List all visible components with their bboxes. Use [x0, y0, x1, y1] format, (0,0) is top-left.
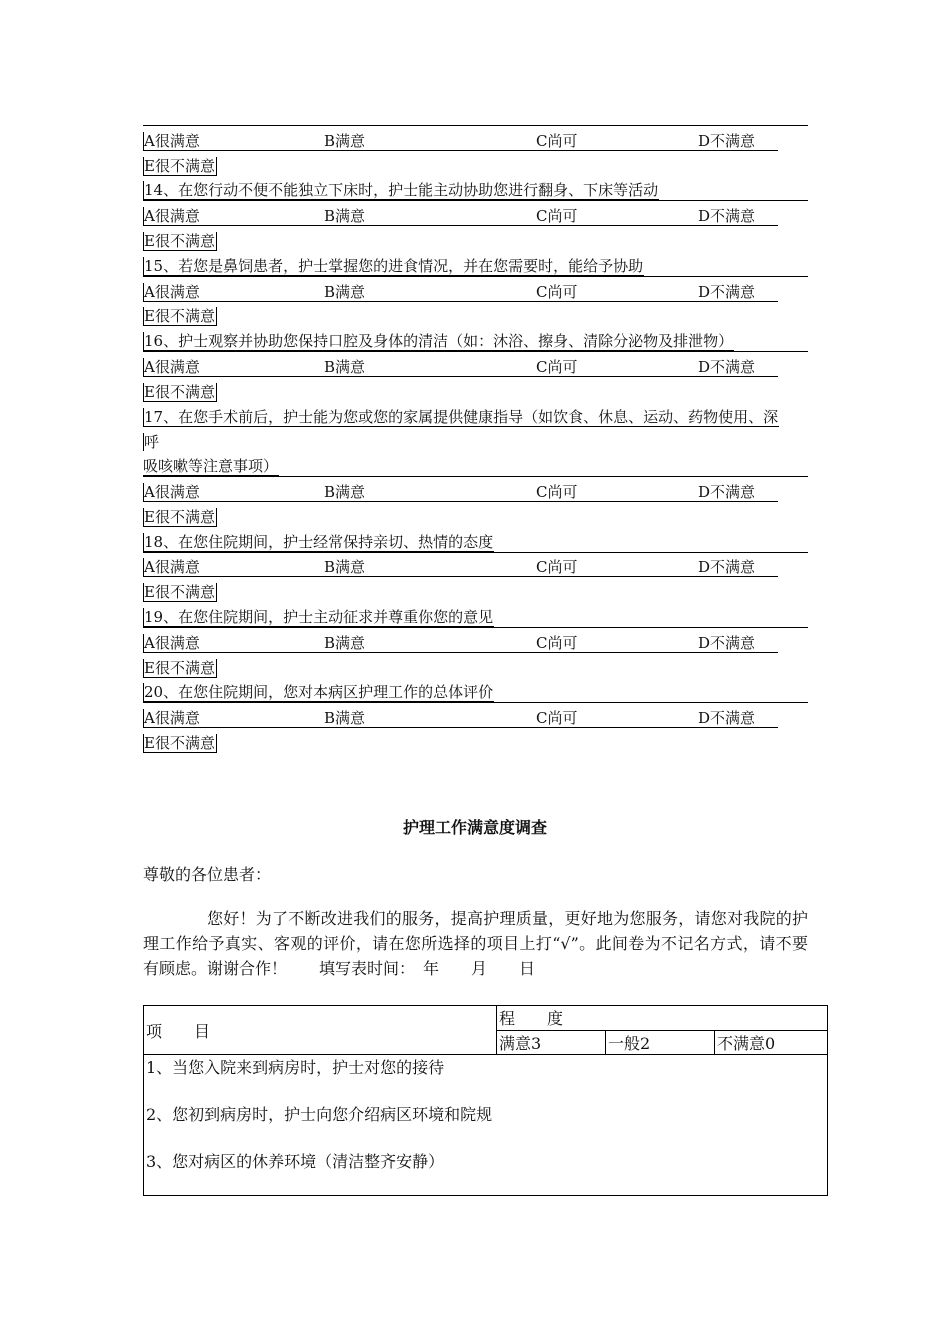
option-a[interactable]: A很满意 — [143, 283, 324, 302]
option-a[interactable]: A很满意 — [143, 483, 324, 502]
option-d[interactable]: D不满意 — [698, 358, 778, 377]
level-dissatisfied: 不满意0 — [715, 1031, 828, 1055]
option-c[interactable]: C尚可 — [536, 283, 698, 302]
level-average: 一般2 — [606, 1031, 715, 1055]
option-c[interactable]: C尚可 — [536, 558, 698, 577]
level-satisfied: 满意3 — [497, 1031, 606, 1055]
option-b[interactable]: B满意 — [324, 709, 536, 728]
question-17-line-2 — [143, 427, 808, 452]
option-d[interactable]: D不满意 — [698, 709, 778, 728]
option-c[interactable]: C尚可 — [536, 358, 698, 377]
option-e-line — [143, 577, 808, 602]
option-b[interactable]: B满意 — [324, 283, 536, 302]
option-e[interactable]: E很不满意 — [144, 231, 215, 250]
question-text: 14、在您行动不便不能独立下床时，护士能主动协助您进行翻身、下床等活动 — [144, 181, 659, 200]
option-e-line — [143, 502, 808, 527]
option-row — [143, 276, 808, 302]
survey-title: 护理工作满意度调查 — [402, 818, 547, 837]
option-b[interactable]: B满意 — [324, 634, 536, 653]
option-b[interactable]: B满意 — [324, 483, 536, 502]
table-row: 1、当您入院来到病房时，护士对您的接待 — [146, 1058, 445, 1077]
option-a[interactable]: A很满意 — [143, 634, 324, 653]
option-row — [143, 351, 808, 377]
option-e-line — [143, 226, 808, 251]
option-b[interactable]: B满意 — [324, 558, 536, 577]
greeting: 尊敬的各位患者： — [143, 865, 272, 884]
question-20 — [143, 678, 808, 703]
question-15 — [143, 251, 808, 276]
option-e[interactable]: E很不满意 — [144, 733, 215, 752]
option-row — [143, 552, 808, 578]
option-b[interactable]: B满意 — [324, 132, 536, 151]
option-a[interactable]: A很满意 — [143, 132, 324, 151]
question-text: 20、在您住院期间，您对本病区护理工作的总体评价 — [144, 683, 494, 702]
question-text: 15、若您是鼻饲患者，护士掌握您的进食情况，并在您需要时，能给予协助 — [144, 256, 644, 275]
option-row — [143, 627, 808, 653]
question-14 — [143, 176, 808, 201]
question-text: 呼 — [144, 433, 160, 452]
option-b[interactable]: B满意 — [324, 358, 536, 377]
question-text: 19、在您住院期间，护士主动征求并尊重你您的意见 — [144, 607, 494, 626]
degree-header: 程 度 — [497, 1006, 828, 1031]
option-row — [143, 476, 808, 502]
option-e[interactable]: E很不满意 — [144, 507, 215, 526]
option-d[interactable]: D不满意 — [698, 634, 778, 653]
option-d[interactable]: D不满意 — [698, 132, 778, 151]
table-row: 2、您初到病房时，护士向您介绍病区环境和院规 — [146, 1105, 493, 1124]
option-d[interactable]: D不满意 — [698, 558, 778, 577]
question-16 — [143, 326, 808, 351]
question-17-line-1 — [143, 402, 808, 427]
items-cell — [144, 1055, 828, 1196]
table-row: 3、您对病区的休养环境（清洁整齐安静） — [146, 1152, 445, 1171]
question-text: 18、在您住院期间，护士经常保持亲切、热情的态度 — [144, 532, 494, 551]
question-18 — [143, 527, 808, 552]
option-a[interactable]: A很满意 — [143, 358, 324, 377]
option-b[interactable]: B满意 — [324, 207, 536, 226]
option-a[interactable]: A很满意 — [143, 709, 324, 728]
option-c[interactable]: C尚可 — [536, 132, 698, 151]
option-a[interactable]: A很满意 — [143, 207, 324, 226]
intro-paragraph: 您好！为了不断改进我们的服务，提高护理质量，更好地为您服务，请您对我院的护理工作给予真实、客观的评价，请在您所选择的项目上打“√”。此间卷为不记名方式，请不要有顾虑。谢谢合作！ 填写表时间： 年 月 日 — [143, 909, 808, 978]
option-e-line — [143, 728, 808, 753]
option-d[interactable]: D不满意 — [698, 483, 778, 502]
option-row — [143, 125, 808, 151]
option-e-line — [143, 653, 808, 678]
option-d[interactable]: D不满意 — [698, 207, 778, 226]
option-c[interactable]: C尚可 — [536, 634, 698, 653]
option-e-line — [143, 151, 808, 176]
option-c[interactable]: C尚可 — [536, 483, 698, 502]
question-text: 吸咳嗽等注意事项） — [143, 457, 279, 476]
option-e[interactable]: E很不满意 — [144, 658, 215, 677]
option-e[interactable]: E很不满意 — [144, 382, 215, 401]
question-text: 17、在您手术前后，护士能为您或您的家属提供健康指导（如饮食、休息、运动、药物使用、深 — [144, 407, 779, 426]
option-e[interactable]: E很不满意 — [144, 583, 215, 602]
option-e-line — [143, 377, 808, 402]
option-a[interactable]: A很满意 — [143, 558, 324, 577]
option-e[interactable]: E很不满意 — [144, 307, 215, 326]
option-row — [143, 702, 808, 728]
question-19 — [143, 602, 808, 627]
previous-page-questions — [143, 125, 808, 753]
question-17-line-3 — [143, 451, 808, 476]
item-header: 项 目 — [144, 1006, 497, 1055]
option-e[interactable]: E很不满意 — [144, 156, 215, 175]
option-e-line — [143, 302, 808, 327]
option-row — [143, 200, 808, 226]
option-d[interactable]: D不满意 — [698, 283, 778, 302]
question-text: 16、护士观察并协助您保持口腔及身体的清洁（如：沐浴、擦身、清除分泌物及排泄物） — [144, 332, 734, 351]
option-c[interactable]: C尚可 — [536, 207, 698, 226]
option-c[interactable]: C尚可 — [536, 709, 698, 728]
rating-table — [143, 1005, 828, 1196]
